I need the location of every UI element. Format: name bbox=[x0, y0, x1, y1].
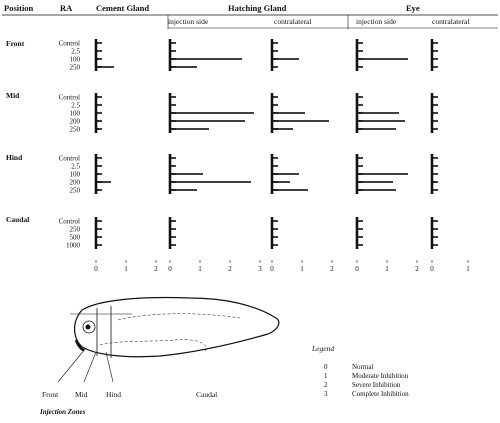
x-tick-label: 0 bbox=[270, 265, 274, 273]
row-label-front: Front bbox=[6, 39, 25, 48]
inhibition-bar bbox=[357, 112, 399, 114]
dose-label: 2.5 bbox=[71, 47, 80, 56]
legend-value-2: 2 bbox=[324, 381, 328, 389]
inhibition-bar bbox=[170, 189, 197, 191]
x-tick-label: 1 bbox=[124, 265, 128, 273]
x-tick-label: 2 bbox=[228, 265, 232, 273]
dose-label: 250 bbox=[69, 225, 80, 234]
inhibition-bar bbox=[170, 120, 245, 122]
dose-label: 100 bbox=[69, 170, 80, 179]
x-tick-label: 1 bbox=[198, 265, 202, 273]
inhibition-bar bbox=[96, 181, 111, 183]
pointer-front bbox=[58, 348, 86, 382]
pointer-mid bbox=[84, 352, 96, 382]
legend-value-0: 0 bbox=[324, 363, 328, 371]
inhibition-bar bbox=[357, 120, 405, 122]
dose-label: 100 bbox=[69, 109, 80, 118]
inhibition-bar bbox=[96, 173, 99, 175]
inhibition-bar bbox=[272, 173, 299, 175]
dose-label: 1000 bbox=[66, 241, 80, 250]
x-tick-label: 0 bbox=[94, 265, 98, 273]
dose-label: Control bbox=[58, 217, 80, 226]
cement-gland-header: Cement Gland bbox=[96, 3, 150, 13]
inhibition-bar bbox=[272, 112, 305, 114]
inhibition-bar bbox=[357, 181, 393, 183]
row-label-caudal: Caudal bbox=[6, 215, 30, 224]
hatching-injection-side-header: injection side bbox=[168, 17, 209, 26]
x-tick-label: 2 bbox=[330, 265, 334, 273]
position-column-header: Position bbox=[4, 3, 34, 13]
embryo-outline bbox=[75, 298, 279, 357]
diagram-caption: Injection Zones bbox=[40, 408, 86, 416]
embryo-diagram bbox=[58, 298, 279, 383]
inhibition-bar bbox=[272, 128, 293, 130]
inhibition-bar bbox=[432, 181, 436, 183]
zone-label-caudal: Caudal bbox=[196, 390, 218, 399]
legend-title: Legend bbox=[312, 344, 335, 353]
x-tick-label: 1 bbox=[466, 265, 470, 273]
inhibition-bar bbox=[96, 66, 114, 68]
row-label-hind: Hind bbox=[6, 153, 23, 162]
inhibition-bar bbox=[170, 173, 203, 175]
dose-label: Control bbox=[58, 154, 80, 163]
x-tick-label: 2 bbox=[154, 265, 158, 273]
embryo-ventral-contour bbox=[100, 340, 206, 352]
legend-value-3: 3 bbox=[324, 390, 328, 398]
inhibition-bar bbox=[170, 112, 254, 114]
dose-label: 250 bbox=[69, 186, 80, 195]
x-tick-label: 0 bbox=[355, 265, 359, 273]
x-tick-label: 0 bbox=[430, 265, 434, 273]
x-tick-label: 0 bbox=[168, 265, 172, 273]
inhibition-bar bbox=[96, 128, 99, 130]
legend-label-0: Normal bbox=[352, 363, 374, 371]
dose-label: 250 bbox=[69, 63, 80, 72]
x-tick-label: 1 bbox=[300, 265, 304, 273]
inhibition-bar bbox=[96, 120, 99, 122]
zone-label-mid: Mid bbox=[75, 390, 88, 399]
eye-pupil-icon bbox=[86, 325, 90, 329]
dose-label: 2.5 bbox=[71, 162, 80, 171]
inhibition-bar bbox=[272, 189, 308, 191]
x-tick-label: 2 bbox=[415, 265, 419, 273]
dose-label: 500 bbox=[69, 233, 80, 242]
row-label-mid: Mid bbox=[6, 91, 20, 100]
zone-label-front: Front bbox=[42, 390, 59, 399]
inhibition-bar bbox=[170, 181, 251, 183]
dose-label: Control bbox=[58, 93, 80, 102]
embryo-dorsal-contour bbox=[118, 314, 240, 320]
legend-value-1: 1 bbox=[324, 372, 328, 380]
inhibition-bar bbox=[96, 58, 99, 60]
legend bbox=[311, 344, 409, 398]
inhibition-bar bbox=[96, 189, 99, 191]
dose-label: Control bbox=[58, 39, 80, 48]
x-axis-ticks bbox=[94, 260, 470, 273]
inhibition-bar bbox=[170, 128, 209, 130]
legend-label-1: Moderate Inhibition bbox=[352, 372, 409, 380]
inhibition-bar bbox=[272, 181, 290, 183]
eye-injection-side-header: injection side bbox=[356, 17, 397, 26]
eye-contralateral-header: contralateral bbox=[432, 17, 470, 26]
legend-label-3: Complete Inhibition bbox=[352, 390, 409, 398]
inhibition-bar bbox=[357, 189, 396, 191]
legend-label-2: Severe Inhibition bbox=[352, 381, 401, 389]
inhibition-bar bbox=[357, 58, 408, 60]
pointer-hind bbox=[106, 352, 113, 382]
dose-label: 100 bbox=[69, 55, 80, 64]
ra-column-header: RA bbox=[60, 3, 73, 13]
dose-label: 2.5 bbox=[71, 101, 80, 110]
bar-panels bbox=[59, 39, 438, 250]
hatching-contralateral-header: contralateral bbox=[274, 17, 312, 26]
inhibition-bar bbox=[170, 66, 197, 68]
x-tick-label: 3 bbox=[258, 265, 262, 273]
inhibition-bar bbox=[272, 120, 329, 122]
eye-header: Eye bbox=[406, 3, 420, 13]
hatching-gland-header: Hatching Gland bbox=[228, 3, 287, 13]
inhibition-bar bbox=[357, 128, 396, 130]
inhibition-bar bbox=[272, 58, 299, 60]
dose-label: 200 bbox=[69, 178, 80, 187]
x-tick-label: 1 bbox=[385, 265, 389, 273]
dose-label: 200 bbox=[69, 117, 80, 126]
zone-label-hind: Hind bbox=[106, 390, 121, 399]
header bbox=[2, 3, 498, 29]
inhibition-bar bbox=[357, 173, 408, 175]
dose-label: 250 bbox=[69, 125, 80, 134]
inhibition-bar bbox=[170, 58, 242, 60]
